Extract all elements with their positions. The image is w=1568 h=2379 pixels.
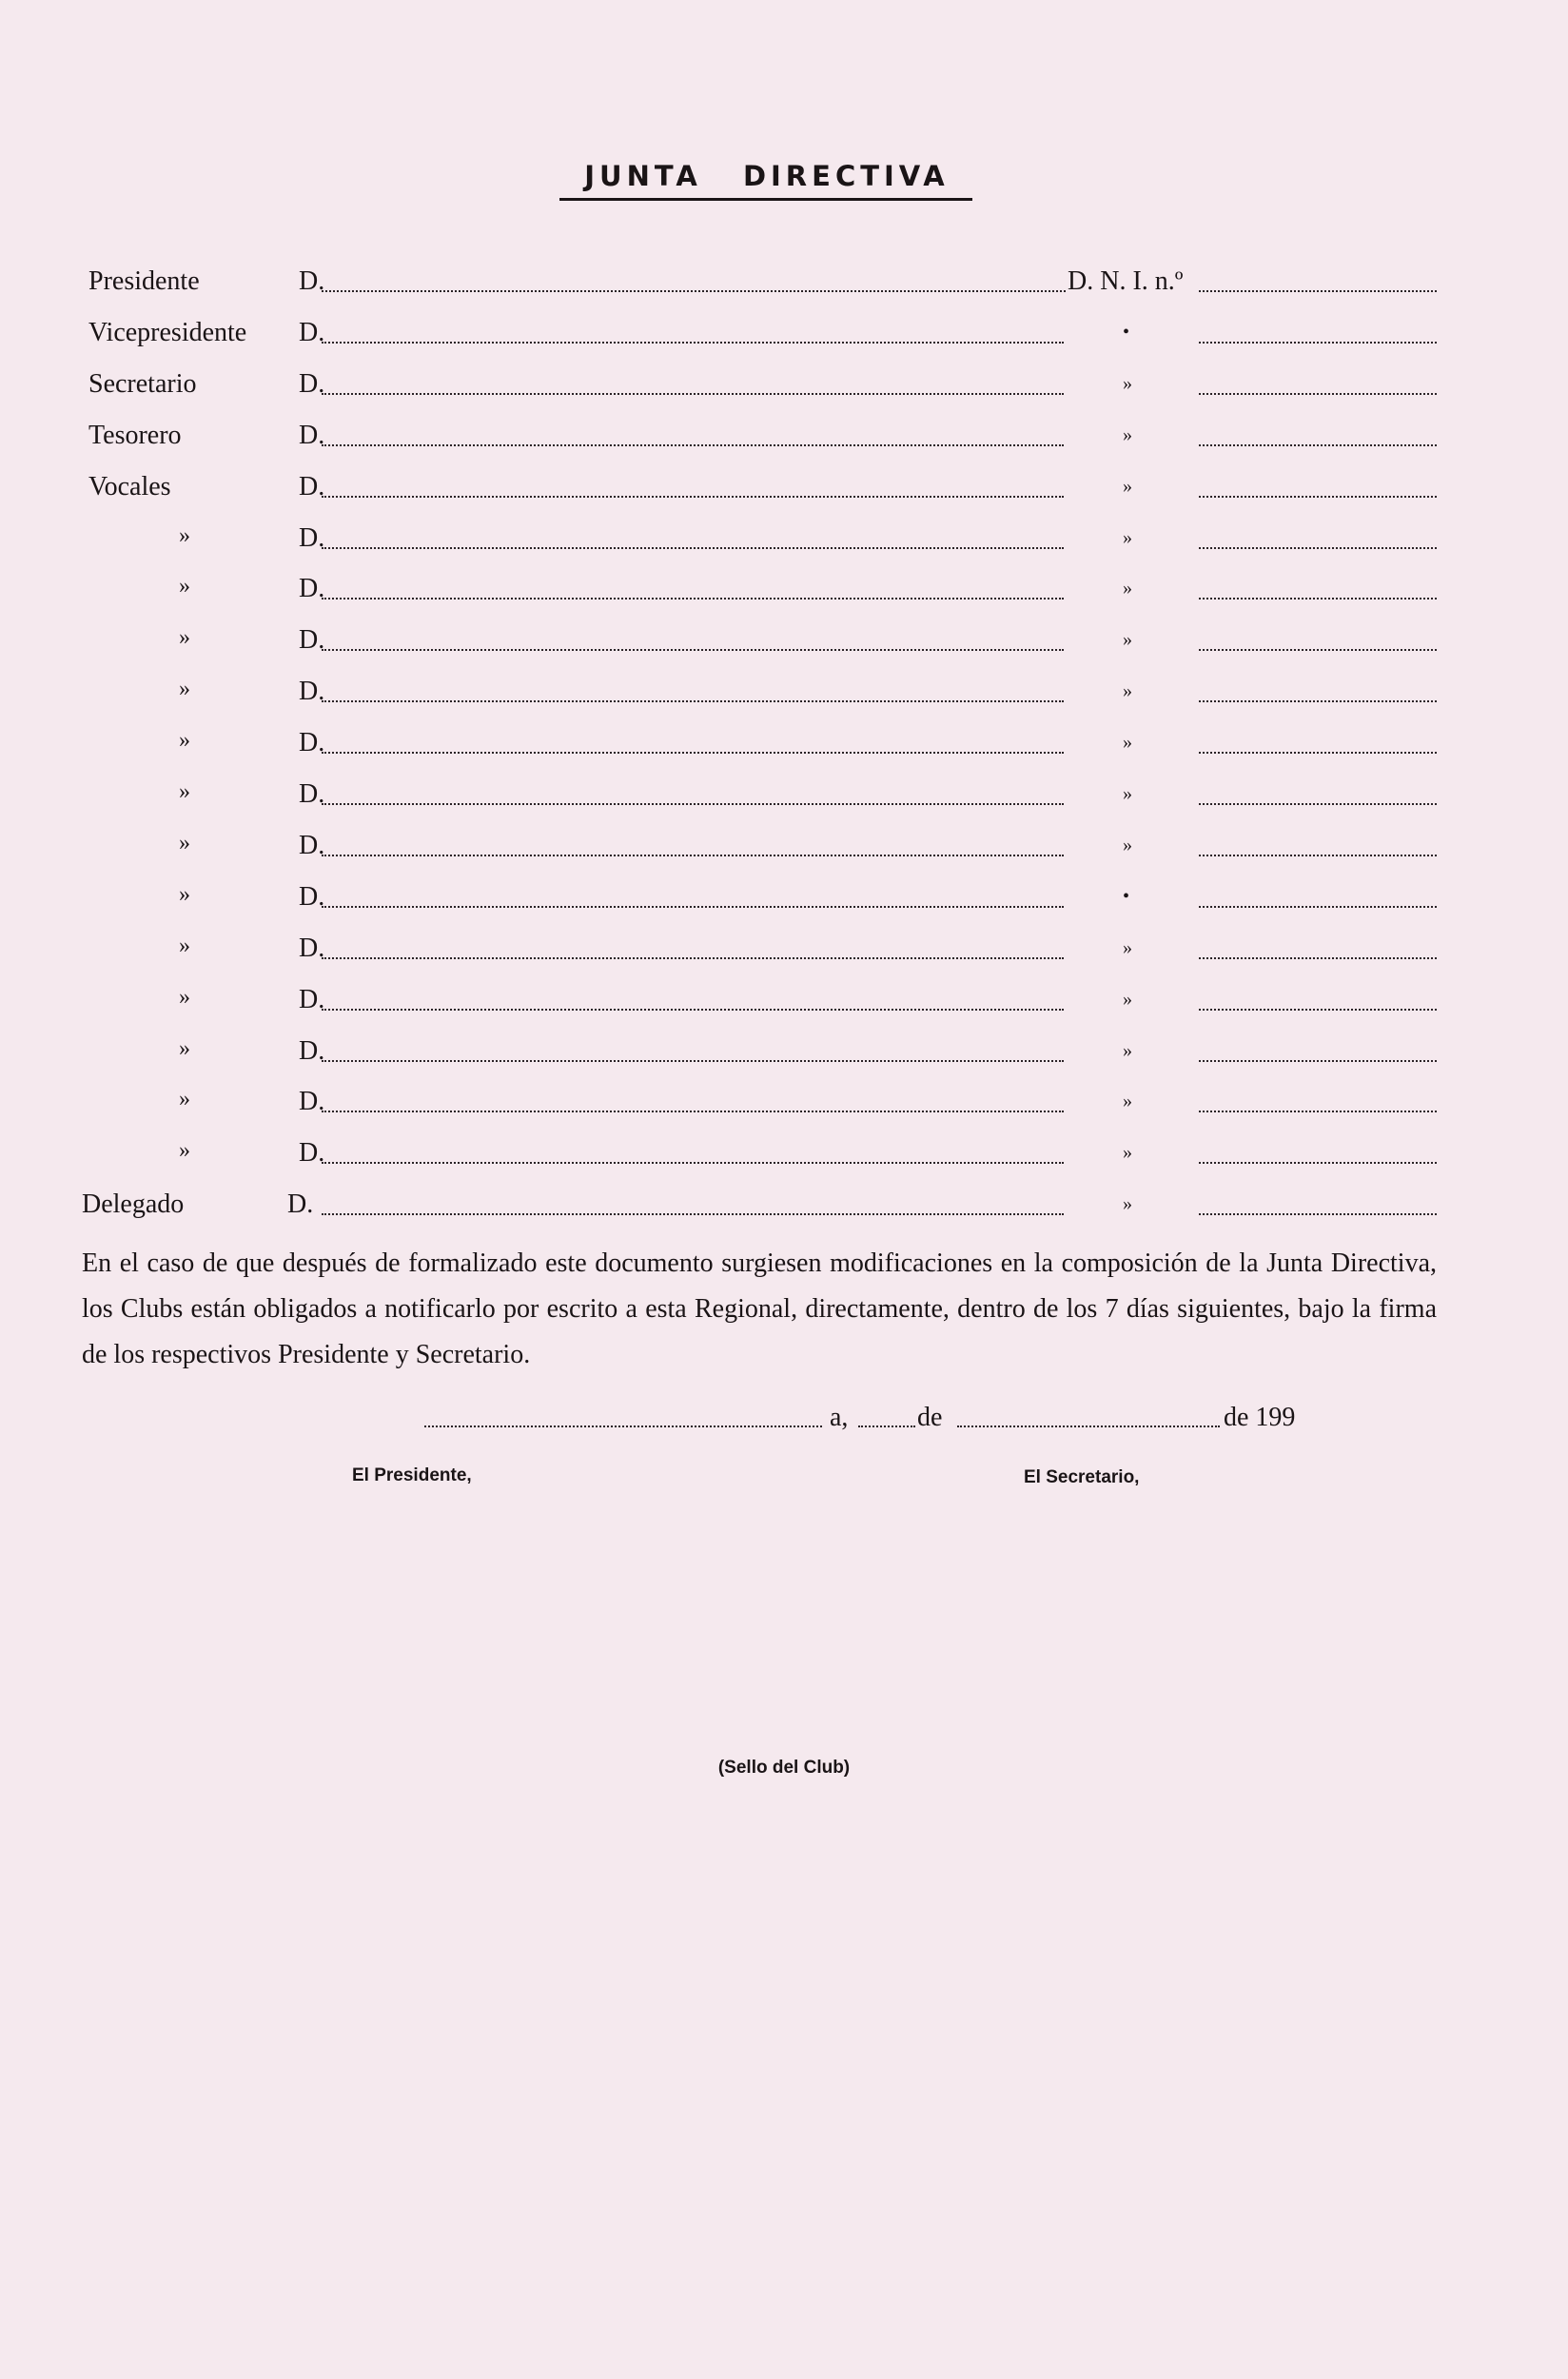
- role-label: »: [179, 1138, 190, 1163]
- name-field[interactable]: [322, 855, 1064, 856]
- d-prefix-label: D.: [299, 677, 325, 706]
- member-row: [0, 421, 1568, 472]
- dni-field[interactable]: [1199, 1111, 1437, 1112]
- role-label: »: [179, 882, 190, 907]
- month-field[interactable]: [957, 1425, 1220, 1427]
- member-row: [0, 318, 1568, 369]
- ditto-mark: »: [1123, 783, 1132, 804]
- role-label: »: [179, 1036, 190, 1061]
- name-field[interactable]: [322, 598, 1064, 600]
- dni-field[interactable]: [1199, 700, 1437, 702]
- role-label: »: [179, 523, 190, 548]
- member-row: [0, 369, 1568, 421]
- role-label: Vocales: [88, 472, 171, 501]
- name-field[interactable]: [322, 1213, 1064, 1215]
- president-signature-label: El Presidente,: [352, 1465, 472, 1485]
- ditto-mark: •: [1123, 886, 1130, 907]
- name-field[interactable]: [322, 906, 1064, 908]
- notice-paragraph: En el caso de que después de formalizado este documento surgiesen modificaciones en la composición de la Junta Directiva, los Clubs están obligados a notificarlo por escrito a esta Regional, directamente, dentro de los 7 días siguientes, bajo la firma de los respectivos Presidente y Secretario.: [82, 1248, 1437, 1369]
- member-row: [0, 472, 1568, 523]
- name-field[interactable]: [322, 957, 1064, 959]
- dni-field[interactable]: [1199, 547, 1437, 549]
- member-row: [0, 677, 1568, 728]
- dni-field[interactable]: [1199, 393, 1437, 395]
- dni-field[interactable]: [1199, 1009, 1437, 1011]
- role-label: »: [179, 985, 190, 1010]
- role-label: Secretario: [88, 369, 197, 399]
- dni-field[interactable]: [1199, 957, 1437, 959]
- d-prefix-label: D.: [299, 421, 325, 450]
- dni-field[interactable]: [1199, 906, 1437, 908]
- dni-field[interactable]: [1199, 444, 1437, 446]
- d-prefix-label: D.: [299, 985, 325, 1014]
- role-label: Presidente: [88, 266, 200, 296]
- member-row: [0, 1190, 1568, 1241]
- d-prefix-label: D.: [299, 934, 325, 963]
- dni-field[interactable]: [1199, 649, 1437, 651]
- ditto-mark: »: [1123, 680, 1132, 701]
- d-prefix-label: D.: [287, 1190, 314, 1219]
- member-row: [0, 728, 1568, 779]
- member-row: [0, 625, 1568, 677]
- d-prefix-label: D.: [299, 472, 325, 501]
- date-year-label: de 199: [1224, 1403, 1296, 1432]
- ditto-mark: »: [1123, 1193, 1132, 1214]
- member-row: [0, 266, 1568, 318]
- name-field[interactable]: [322, 496, 1064, 498]
- d-prefix-label: D.: [299, 523, 325, 553]
- member-row: [0, 779, 1568, 831]
- name-field[interactable]: [322, 1111, 1064, 1112]
- role-label: »: [179, 728, 190, 753]
- date-a-label: a,: [830, 1403, 849, 1432]
- d-prefix-label: D.: [299, 625, 325, 655]
- ditto-mark: »: [1123, 1142, 1132, 1163]
- member-row: [0, 882, 1568, 934]
- name-field[interactable]: [322, 393, 1064, 395]
- d-prefix-label: D.: [299, 831, 325, 860]
- name-field[interactable]: [322, 1009, 1064, 1011]
- ditto-mark: •: [1123, 322, 1130, 343]
- dni-label: D. N. I. n.º: [1068, 266, 1184, 296]
- ditto-mark: »: [1123, 937, 1132, 958]
- role-label: »: [179, 1087, 190, 1111]
- d-prefix-label: D.: [299, 266, 325, 296]
- ditto-mark: »: [1123, 1091, 1132, 1111]
- role-label: Vicepresidente: [88, 318, 247, 347]
- d-prefix-label: D.: [299, 882, 325, 912]
- place-field[interactable]: [424, 1425, 822, 1427]
- dni-field[interactable]: [1199, 752, 1437, 754]
- name-field[interactable]: [322, 649, 1064, 651]
- name-field[interactable]: [322, 1060, 1064, 1062]
- name-field[interactable]: [322, 547, 1064, 549]
- dni-field[interactable]: [1199, 855, 1437, 856]
- name-field[interactable]: [322, 342, 1064, 344]
- ditto-mark: »: [1123, 424, 1132, 445]
- member-row: [0, 934, 1568, 985]
- secretary-signature-label: El Secretario,: [1024, 1467, 1140, 1487]
- ditto-mark: »: [1123, 989, 1132, 1010]
- ditto-mark: »: [1123, 629, 1132, 650]
- name-field[interactable]: [322, 290, 1066, 292]
- d-prefix-label: D.: [299, 1087, 325, 1116]
- ditto-mark: »: [1123, 373, 1132, 394]
- d-prefix-label: D.: [299, 574, 325, 603]
- role-label: »: [179, 574, 190, 599]
- role-label: Delegado: [82, 1190, 185, 1219]
- dni-field[interactable]: [1199, 1213, 1437, 1215]
- role-label: Tesorero: [88, 421, 182, 450]
- dni-field[interactable]: [1199, 290, 1437, 292]
- club-stamp-label: (Sello del Club): [717, 1758, 851, 1778]
- role-label: »: [179, 831, 190, 855]
- dni-field[interactable]: [1199, 342, 1437, 344]
- member-row: [0, 831, 1568, 882]
- ditto-mark: »: [1123, 476, 1132, 497]
- d-prefix-label: D.: [299, 318, 325, 347]
- member-row: [0, 1036, 1568, 1088]
- member-row: [0, 574, 1568, 625]
- dni-field[interactable]: [1199, 598, 1437, 600]
- ditto-mark: »: [1123, 527, 1132, 548]
- dni-field[interactable]: [1199, 803, 1437, 805]
- d-prefix-label: D.: [299, 779, 325, 809]
- ditto-mark: »: [1123, 835, 1132, 855]
- page-title: JUNTA DIRECTIVA: [584, 160, 950, 192]
- role-label: »: [179, 779, 190, 804]
- member-row: [0, 985, 1568, 1036]
- d-prefix-label: D.: [299, 1138, 325, 1168]
- member-row: [0, 1138, 1568, 1190]
- name-field[interactable]: [322, 803, 1064, 805]
- ditto-mark: »: [1123, 578, 1132, 599]
- name-field[interactable]: [322, 700, 1064, 702]
- name-field[interactable]: [322, 752, 1064, 754]
- member-row: [0, 1087, 1568, 1138]
- role-label: »: [179, 934, 190, 958]
- role-label: »: [179, 625, 190, 650]
- ditto-mark: »: [1123, 1040, 1132, 1061]
- date-line: [424, 1403, 1300, 1441]
- ditto-mark: »: [1123, 732, 1132, 753]
- member-row: [0, 523, 1568, 575]
- dni-field[interactable]: [1199, 1162, 1437, 1164]
- date-de-label: de: [917, 1403, 943, 1432]
- dni-field[interactable]: [1199, 496, 1437, 498]
- title-underline: [559, 198, 972, 201]
- dni-field[interactable]: [1199, 1060, 1437, 1062]
- d-prefix-label: D.: [299, 728, 325, 757]
- name-field[interactable]: [322, 1162, 1064, 1164]
- d-prefix-label: D.: [299, 1036, 325, 1066]
- day-field[interactable]: [858, 1425, 915, 1427]
- name-field[interactable]: [322, 444, 1064, 446]
- role-label: »: [179, 677, 190, 701]
- d-prefix-label: D.: [299, 369, 325, 399]
